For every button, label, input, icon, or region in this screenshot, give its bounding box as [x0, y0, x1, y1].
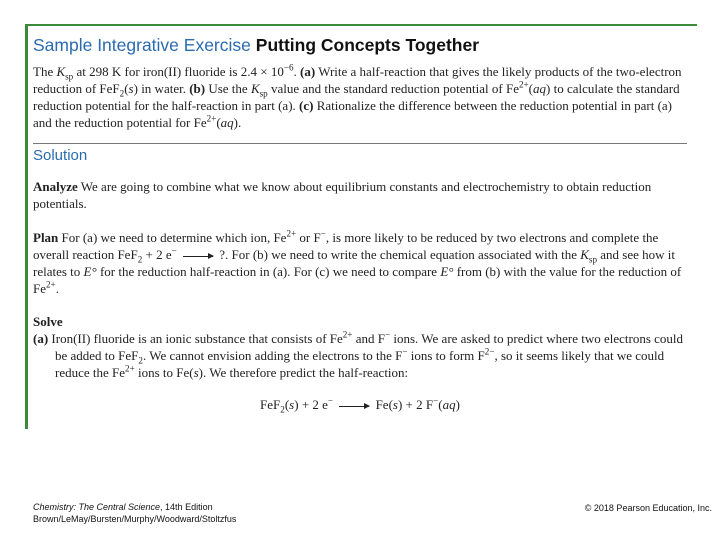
plan-paragraph: Plan For (a) we need to determine which ion, $Fe^{2+}$ or F−, is more likely to be reduced by two electrons and complete the overall reaction FeF$_2$ + 2 e− ?. For (b) we need to write the chemical equation associated with the $K_{sp}$ and see how it relates to E° for the reduction half-reaction in (a). For (c) we need to compare E° from (b) with the value for the reduction of $Fe^{2+}$. [33, 228, 682, 296]
solve-label: Solve [33, 314, 63, 329]
problem-statement: The $K_{sp}$ at 298 K for iron(II) fluoride is $2.4 \times 10^{-6}$. (a) Write a half-reaction that gives the likely products of the two-electron reduction of FeF$_2$(s) in water. (b) Use the $K_{sp}$ value and the standard reduction potential of $Fe^{2+}(aq)$ to calculate the standard reduction potential for the half-reaction in part (a). (c) Rationalize the difference between the reduction potential in part (a) and the reduction potential for $Fe^{2+}(aq)$. [33, 62, 682, 130]
footer-authors: Brown/LeMay/Bursten/Murphy/Woodward/Stoltzfus [33, 513, 237, 524]
footer-copyright: © 2018 Pearson Education, Inc. [584, 503, 712, 513]
section-divider [33, 143, 687, 144]
frame-left-border [25, 24, 28, 429]
slide-title [33, 35, 479, 56]
title-prefix: Sample Integrative Exercise [33, 35, 251, 55]
solve-part-a: (a) Iron(II) fluoride is an ionic substance that consists of $Fe^{2+}$ and F− ions. We are asked to predict where two electrons could be added to FeF$_2$. We cannot envision adding the electrons to the F− ions to form $F^{2-}$, so it seems likely that we could reduce the $Fe^{2+}$ ions to Fe(s). We therefore predict the half-reaction: [33, 329, 684, 380]
reaction-arrow-icon [339, 406, 369, 407]
footer-edition: , 14th Edition [160, 502, 213, 512]
title-main: Putting Concepts Together [255, 35, 480, 55]
footer-citation [33, 502, 236, 525]
solution-heading: Solution [33, 147, 88, 164]
solve-section [33, 313, 688, 381]
analyze-paragraph: Analyze We are going to combine what we know about equilibrium constants and electrochemistry to obtain reduction potentials. [33, 179, 652, 211]
frame-top-border [25, 24, 697, 26]
footer-book-title: Chemistry: The Central Science [33, 502, 161, 512]
reaction-arrow-icon [183, 256, 213, 257]
half-reaction-equation: FeF$_2$(s) + 2 e− Fe(s) + 2 F−(aq) [260, 395, 460, 415]
